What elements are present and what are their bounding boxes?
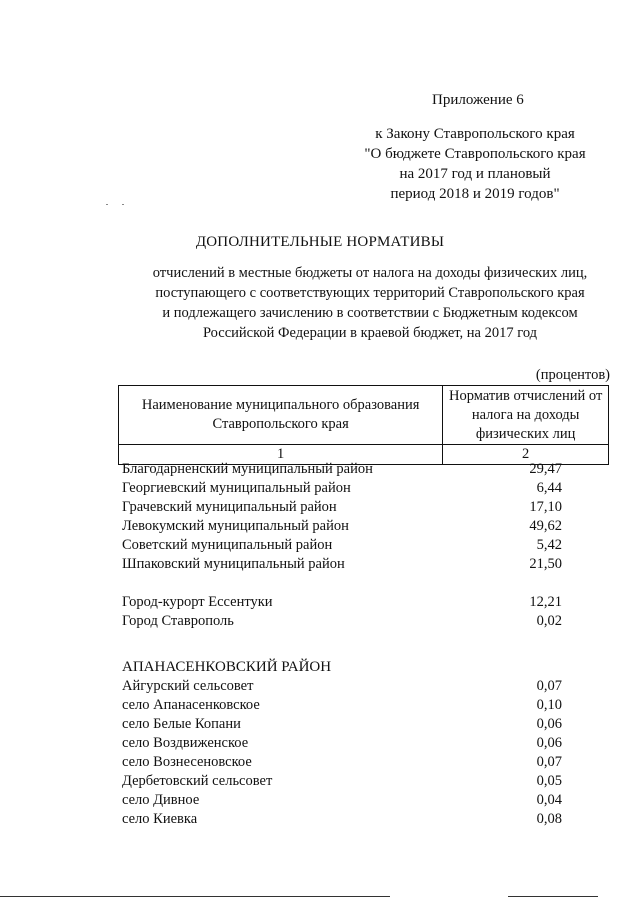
table-row: [122, 734, 562, 753]
row-name: село Воздвиженское: [122, 735, 249, 751]
row-name: Шпаковский муниципальный район: [122, 556, 345, 572]
row-value: 0,07: [536, 678, 562, 694]
table-row: [122, 791, 562, 810]
row-value: 0,08: [536, 811, 562, 827]
document-subtitle: [130, 263, 610, 343]
row-value: 0,06: [536, 735, 562, 751]
table-row: [122, 696, 562, 715]
row-value: 0,02: [536, 613, 562, 629]
row-value: 0,05: [536, 773, 562, 789]
scan-edge-line: [0, 896, 390, 897]
appendix-law-title-3: период 2018 и 2019 годов": [390, 186, 560, 202]
table-row: [122, 612, 562, 631]
row-spacer: [122, 631, 562, 650]
row-name: село Киевка: [122, 811, 198, 827]
row-value: 5,42: [536, 537, 562, 553]
section-title: АПАНАСЕНКОВСКИЙ РАЙОН: [122, 659, 332, 675]
header-num-1: 1: [119, 445, 443, 465]
table-row: [122, 772, 562, 791]
row-name: Советский муниципальный район: [122, 537, 333, 553]
appendix-header: [360, 90, 590, 204]
scan-speck: [106, 204, 108, 205]
subtitle-line: и подлежащего зачислению в соответствии с Бюджетным кодексом: [162, 305, 578, 321]
row-value: 0,06: [536, 716, 562, 732]
row-name: Город-курорт Ессентуки: [122, 594, 273, 610]
row-value: 6,44: [536, 480, 562, 496]
subtitle-line: отчислений в местные бюджеты от налога на доходы физических лиц,: [152, 265, 588, 281]
row-value: 0,10: [536, 697, 562, 713]
row-name: Георгиевский муниципальный район: [122, 480, 351, 496]
row-name: село Дивное: [122, 792, 200, 808]
row-value: 0,07: [536, 754, 562, 770]
header-col-name: Наименование муниципального образования Ставропольского края: [119, 386, 443, 445]
subtitle-line: Российской Федерации в краевой бюджет, на 2017 год: [202, 325, 538, 341]
appendix-law-title-1: "О бюджете Ставропольского края: [364, 146, 586, 162]
row-name: Дербетовский сельсовет: [122, 773, 273, 789]
row-name: Город Ставрополь: [122, 613, 234, 629]
row-value: 0,04: [536, 792, 562, 808]
units-label: (процентов): [535, 367, 610, 383]
row-name: Айгурский сельсовет: [122, 678, 254, 694]
table-row: [122, 498, 562, 517]
row-value: 29,47: [529, 461, 562, 477]
table-row: [122, 593, 562, 612]
row-name: Левокумский муниципальный район: [122, 518, 349, 534]
table-row: [122, 536, 562, 555]
table-row: [122, 555, 562, 574]
table-header: [118, 385, 609, 465]
row-name: Грачевский муниципальный район: [122, 499, 337, 515]
table-row: [122, 479, 562, 498]
appendix-law-ref: к Закону Ставропольского края: [375, 126, 575, 142]
appendix-law-title-2: на 2017 год и плановый: [399, 166, 551, 182]
scan-speck: [122, 204, 124, 205]
scan-edge-line: [508, 896, 598, 897]
table-body: [122, 460, 562, 829]
table-row: [122, 677, 562, 696]
header-col-norm: Норматив отчислений от налога на доходы физических лиц: [443, 386, 609, 445]
appendix-number: Приложение 6: [432, 92, 524, 108]
row-value: 17,10: [529, 499, 562, 515]
table-row: [122, 810, 562, 829]
table-row: [122, 460, 562, 479]
table-row: [122, 715, 562, 734]
row-name: Благодарненский муниципальный район: [122, 461, 373, 477]
row-name: село Белые Копани: [122, 716, 241, 732]
row-spacer: [122, 574, 562, 593]
table-row: [122, 517, 562, 536]
row-name: село Апанасенковское: [122, 697, 260, 713]
row-value: 12,21: [529, 594, 562, 610]
row-value: 21,50: [529, 556, 562, 572]
row-value: 49,62: [529, 518, 562, 534]
subtitle-line: поступающего с соответствующих территорий Ставропольского края: [155, 285, 585, 301]
document-title: ДОПОЛНИТЕЛЬНЫЕ НОРМАТИВЫ: [195, 234, 445, 250]
table-row: [122, 753, 562, 772]
row-name: село Вознесеновское: [122, 754, 252, 770]
header-num-2: 2: [443, 445, 609, 465]
